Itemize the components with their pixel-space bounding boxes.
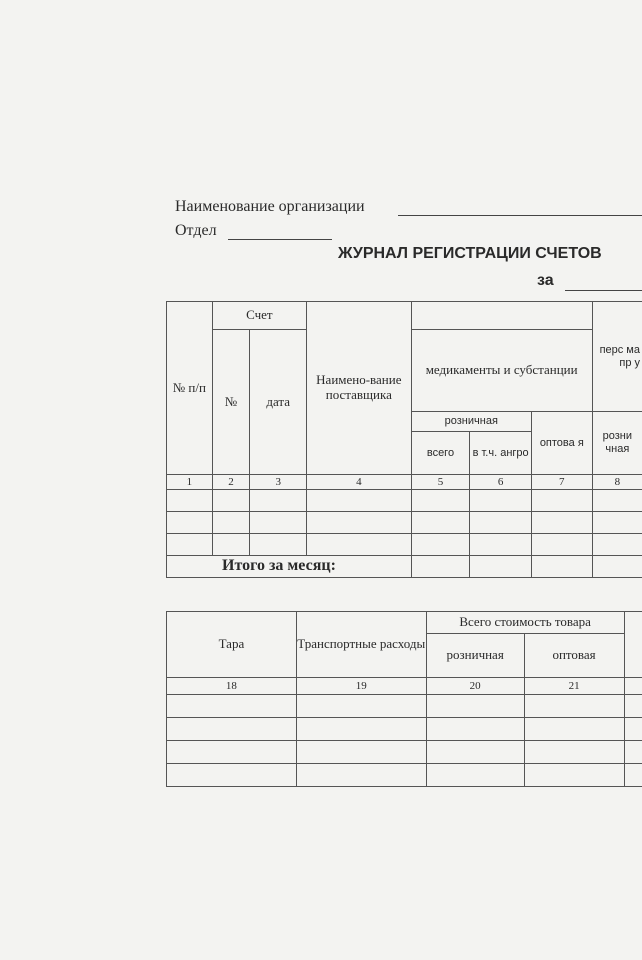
total-row: [167, 556, 642, 578]
table-cell[interactable]: [592, 512, 642, 534]
col-index: 4: [307, 475, 412, 490]
column-index-row: [167, 678, 642, 695]
col-index: [624, 678, 642, 695]
table-row: [167, 695, 642, 718]
table-cell[interactable]: [470, 490, 532, 512]
table-cell[interactable]: [250, 534, 307, 556]
department-blank: [228, 239, 332, 240]
total-cell[interactable]: [531, 556, 592, 578]
table-cell[interactable]: [624, 741, 642, 764]
table-cell[interactable]: [296, 764, 426, 787]
col-index: 3: [250, 475, 307, 490]
table-cell[interactable]: [426, 718, 524, 741]
table-cell[interactable]: [531, 512, 592, 534]
col-header-personal-cut: перс ма пр у: [592, 302, 642, 412]
table-row: [167, 764, 642, 787]
table-cell[interactable]: [426, 741, 524, 764]
department-label: Отдел: [175, 222, 217, 239]
col-header-goods-total: Всего стоимость товара: [426, 612, 624, 634]
table-cell[interactable]: [307, 534, 412, 556]
col-index: 21: [524, 678, 624, 695]
table-cell[interactable]: [426, 764, 524, 787]
org-name-blank: [398, 215, 642, 216]
table-cell[interactable]: [167, 764, 297, 787]
org-name-label: Наименование организации: [175, 198, 365, 215]
col-index: 8: [592, 475, 642, 490]
table-cell[interactable]: [250, 490, 307, 512]
table-row: [167, 490, 642, 512]
col-header-medicines: медикаменты и субстанции: [411, 330, 592, 412]
table-cell[interactable]: [167, 718, 297, 741]
total-cell[interactable]: [411, 556, 470, 578]
col-index: 19: [296, 678, 426, 695]
col-header-wholesale: оптова я: [531, 412, 592, 475]
table-cell[interactable]: [624, 695, 642, 718]
table-cell[interactable]: [524, 764, 624, 787]
group-header-empty: [411, 302, 592, 330]
col-header-incl-angro: в т.ч. ангро: [470, 432, 532, 475]
col-index: 2: [212, 475, 250, 490]
col-index: 6: [470, 475, 532, 490]
table-cell[interactable]: [524, 695, 624, 718]
table-cell[interactable]: [167, 741, 297, 764]
column-index-row: [167, 475, 642, 490]
table-cell[interactable]: [212, 512, 250, 534]
col-index: 1: [167, 475, 213, 490]
col-header-invoice: Счет: [212, 302, 306, 330]
table-cell[interactable]: [624, 718, 642, 741]
col-header-transport: Транспортные расходы: [296, 612, 426, 678]
table-cell[interactable]: [411, 534, 470, 556]
invoice-register-table: [166, 301, 642, 578]
col-index: 5: [411, 475, 470, 490]
table-cell[interactable]: [167, 490, 213, 512]
table-row: [167, 741, 642, 764]
table-cell[interactable]: [307, 512, 412, 534]
total-label: Итого за месяц:: [167, 556, 412, 578]
table-row: [167, 718, 642, 741]
col-header-wholesale: оптовая: [524, 634, 624, 678]
table-cell[interactable]: [167, 534, 213, 556]
col-header-cut: [624, 612, 642, 678]
table-cell[interactable]: [167, 695, 297, 718]
table-cell[interactable]: [524, 718, 624, 741]
table-cell[interactable]: [592, 534, 642, 556]
table-cell[interactable]: [296, 695, 426, 718]
table-cell[interactable]: [531, 534, 592, 556]
total-cell[interactable]: [592, 556, 642, 578]
table-cell[interactable]: [296, 718, 426, 741]
col-header-retail: розничная: [426, 634, 524, 678]
table-cell[interactable]: [212, 534, 250, 556]
table-cell[interactable]: [212, 490, 250, 512]
table-cell[interactable]: [250, 512, 307, 534]
table-cell[interactable]: [592, 490, 642, 512]
col-index: 7: [531, 475, 592, 490]
col-header-number: № п/п: [167, 302, 213, 475]
table-cell[interactable]: [411, 490, 470, 512]
table-cell[interactable]: [524, 741, 624, 764]
journal-title: ЖУРНАЛ РЕГИСТРАЦИИ СЧЕТОВ: [338, 245, 602, 262]
col-header-supplier: Наимено-вание поставщика: [307, 302, 412, 475]
table-row: [167, 534, 642, 556]
table-cell[interactable]: [470, 534, 532, 556]
col-header-invoice-date: дата: [250, 330, 307, 475]
table-cell[interactable]: [531, 490, 592, 512]
table-cell[interactable]: [296, 741, 426, 764]
table-cell[interactable]: [167, 512, 213, 534]
table-cell[interactable]: [470, 512, 532, 534]
col-header-retail-cut: розни чная: [592, 412, 642, 475]
table-cell[interactable]: [411, 512, 470, 534]
cost-summary-table: [166, 611, 642, 787]
col-index: 18: [167, 678, 297, 695]
table-row: [167, 512, 642, 534]
table-cell[interactable]: [307, 490, 412, 512]
period-blank: [565, 290, 642, 291]
col-index: 20: [426, 678, 524, 695]
table-cell[interactable]: [426, 695, 524, 718]
col-header-invoice-no: №: [212, 330, 250, 475]
total-cell[interactable]: [470, 556, 532, 578]
col-header-retail: розничная: [411, 412, 531, 432]
table-cell[interactable]: [624, 764, 642, 787]
col-header-tare: Тара: [167, 612, 297, 678]
col-header-total: всего: [411, 432, 470, 475]
period-label: за: [537, 272, 554, 289]
